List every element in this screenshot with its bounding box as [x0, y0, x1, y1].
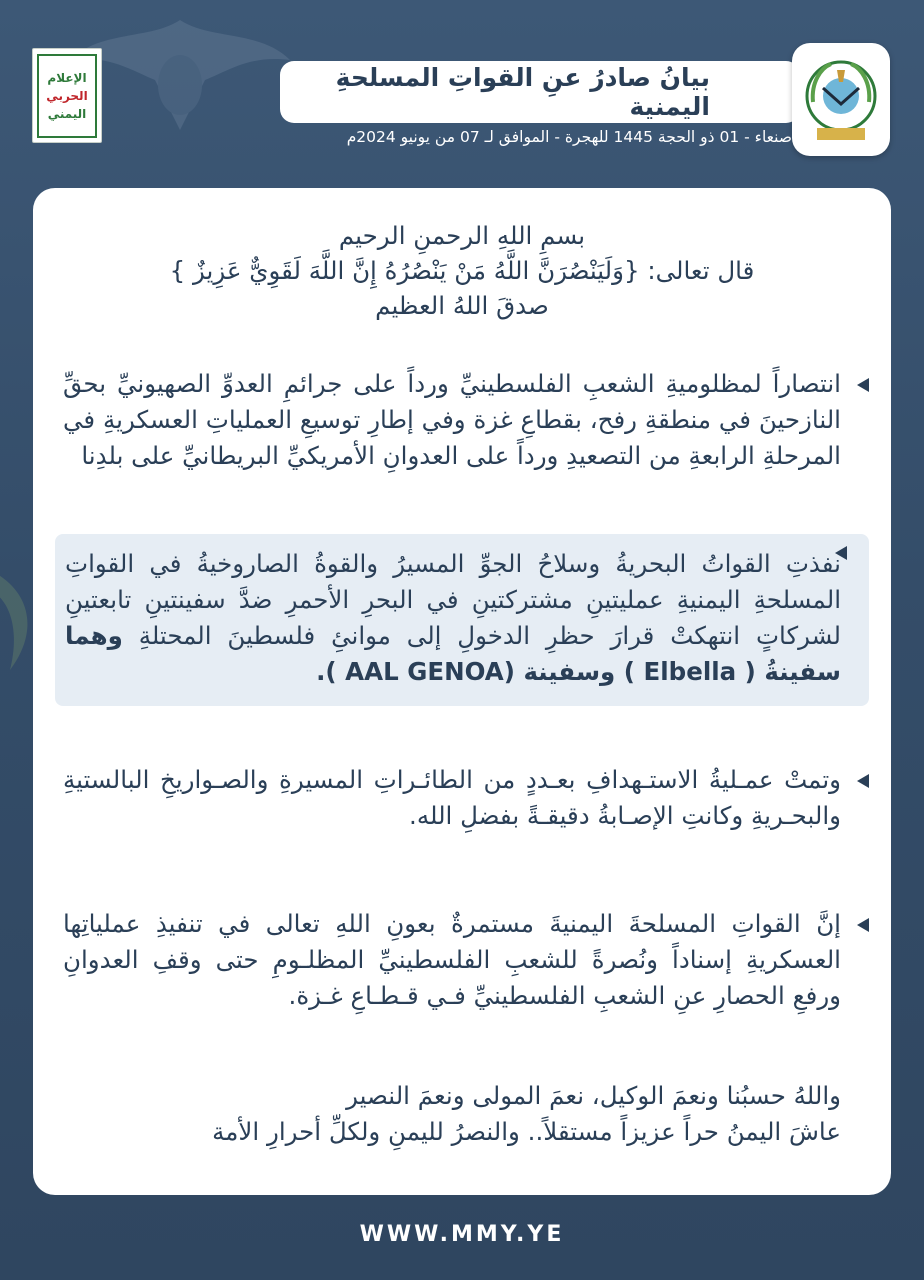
statement-card [33, 188, 891, 1195]
closing-section [81, 1078, 841, 1150]
title-banner [280, 61, 800, 123]
armed-forces-emblem-icon [801, 52, 881, 148]
page-title: بيانُ صادرُ عنِ القواتِ المسلحةِ اليمنية [335, 63, 710, 121]
paragraph-3: وتمتْ عمـليةُ الاستـهدافِ بعـددٍ من الطائـراتِ المسيرةِ والصـواريخِ البالستيةِ والبحـريةِ وكانتِ الإصـابةُ دقيقـةً بفضلِ الله. [33, 762, 891, 834]
quran-verse: قال تعالى: {وَلَيَنْصُرَنَّ اللَّهُ مَنْ يَنْصُرُهُ إِنَّ اللَّهَ لَقَوِيٌّ عَزِيزٌ } [169, 256, 755, 285]
paragraph-2-text: نفذتِ القواتُ البحريةُ وسلاحُ الجوِّ المسيرُ والقوةُ الصاروخيةُ في القواتِ المسلحةِ اليمنيةِ عمليتينِ مشتركتينِ في البحرِ الأحمرِ ضدَّ سفينتينِ تابعتينِ لشركاتٍ انتهكتْ قرارَ حظرِ الدخولِ إلى موانئِ فلسطينَ المحتلةِ [65, 549, 841, 650]
paragraph-1: انتصاراً لمظلوميةِ الشعبِ الفلسطينيِّ ورداً على جرائمِ العدوِّ الصهيونيِّ بحقِّ النازحينَ في منطقةِ رفح، بقطاعِ غزة وفي إطارِ توسيعِ العملياتِ العسكريةِ في المرحلةِ الرابعةِ من التصعيدِ ورداً على العدوانِ الأمريكيِّ البريطانيِّ على بلدِنا [33, 366, 891, 474]
website-url[interactable]: WWW.MMY.YE [359, 1222, 565, 1247]
military-media-logo [32, 48, 102, 143]
paragraph-2-highlighted [55, 534, 869, 706]
paragraph-2-ship-names: وهما سفينةُ ( Elbella ) وسفينة (AAL GENOA ). [65, 621, 841, 686]
closing-line-2: عاشَ اليمنُ حراً عزيزاً مستقلاً.. والنصرُ لليمنِ ولكلِّ أحرارِ الأمة [212, 1117, 841, 1146]
sadaqa-line: صدقَ اللهُ العظيم [375, 291, 549, 320]
closing-line-1: واللهُ حسبُنا ونعمَ الوكيل، نعمَ المولى ونعمَ النصير [346, 1081, 841, 1110]
media-logo-line-2: الحربي [46, 88, 88, 103]
armed-forces-logo [792, 43, 890, 156]
paragraph-4: إنَّ القواتِ المسلحةَ اليمنيةَ مستمرةٌ بعونِ اللهِ تعالى في تنفيذِ عملياتِها العسكريةِ إسناداً ونُصرةً للشعبِ الفلسطينيِّ المظلـومِ حتى وقفِ العدوانِ ورفعِ الحصارِ عنِ الشعبِ الفلسطينيِّ فـي قـطـاعِ غـزة. [33, 906, 891, 1014]
date-line: صنعاء - 01 ذو الحجة 1445 للهجرة - الموافق لـ 07 من يونيو 2024م [346, 128, 792, 146]
media-logo-line-3: اليمني [47, 106, 87, 121]
basmala: بسمِ اللهِ الرحمنِ الرحيم [338, 221, 586, 250]
opening-section [33, 218, 891, 323]
media-logo-line-1: الإعلام [47, 70, 87, 85]
